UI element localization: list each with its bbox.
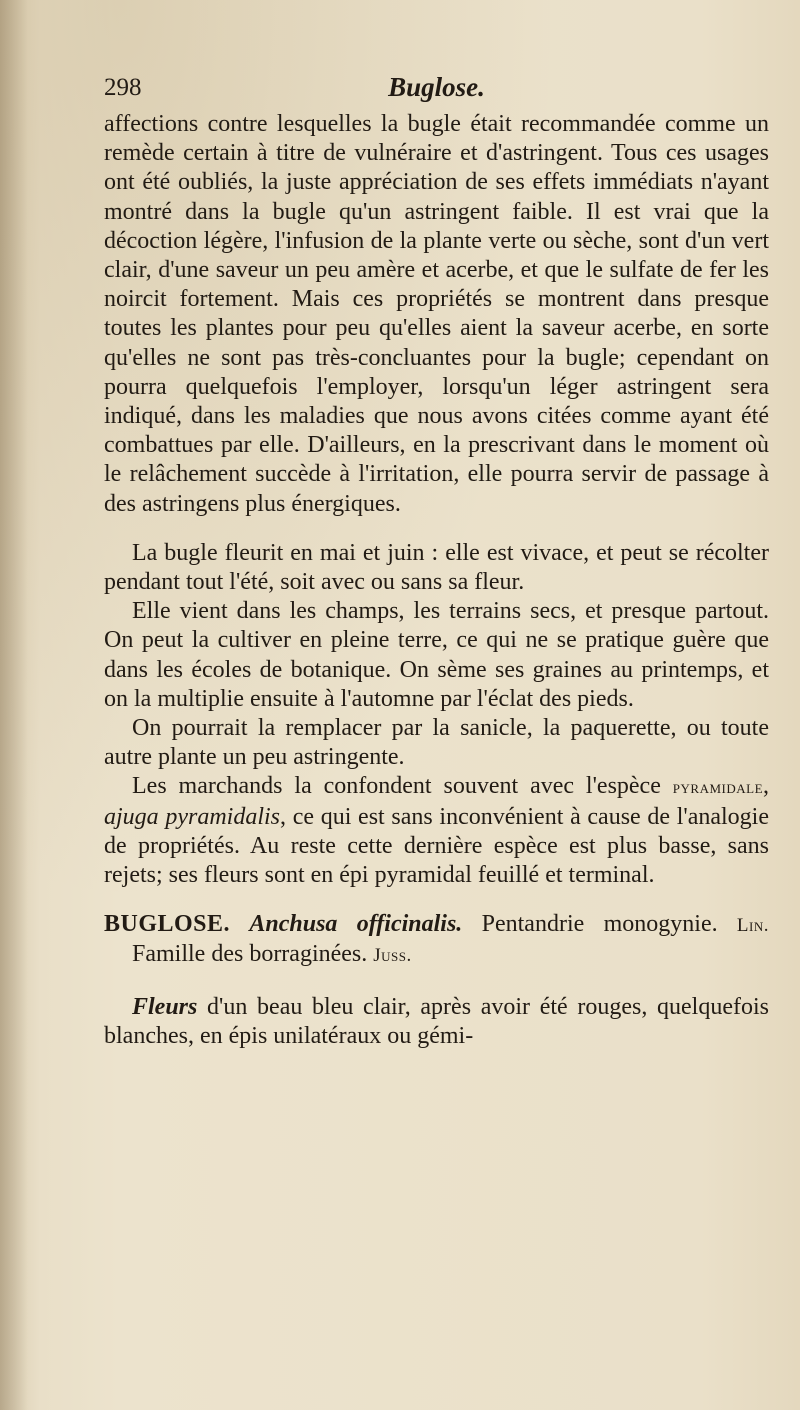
page-content (104, 70, 769, 1051)
species-latin-name: ajuga pyramidalis (104, 803, 281, 830)
running-head (104, 70, 769, 110)
species-smallcaps: pyramidale (672, 777, 764, 799)
entry-author-linnaeus: Lin. (736, 915, 769, 937)
paragraph-flowers (104, 993, 769, 1051)
entry-headword: BUGLOSE. (104, 911, 231, 938)
page-number: 298 (104, 74, 142, 101)
paragraph-continuation: affections contre lesquelles la bugle était recommandée comme un remède certain à titre de vulnéraire et d'astringent. Tous ces usages ont été oubliés, la juste appréciation de ses effets immédiats n'ayant montré dans la bugle qu'un astringent faible. Il est vrai que la décoction légère, l'infusion de la plante verte ou sèche, sont d'un vert clair, d'une saveur un peu amère et acerbe, et que le sulfate de fer les noircit fortement. Mais ces propriétés se montrent dans presque toutes les plantes pour peu qu'elles aient la saveur acerbe, en sorte qu'elles ne sont pas très-concluantes pour la bugle; cependant on pourra quelquefois l'employer, lorsqu'un léger astringent sera indiqué, dans les maladies que nous avons citées comme ayant été combattues par elle. D'ailleurs, en la prescrivant dans le moment où le relâchement succède à l'irritation, elle pourra servir de passage à des astringens plus énergiques. (104, 111, 769, 517)
body-text (104, 110, 769, 1051)
confusion-text-start: Les marchands la confondent souvent avec l'espèce (132, 773, 661, 800)
paragraph-confusion (104, 772, 769, 890)
paragraph-flowering: La bugle fleurit en mai et juin : elle est vivace, et peut se récolter pendant tout l'été, soit avec ou sans sa fleur. (104, 539, 769, 596)
entry-author-jussieu: Juss. (373, 945, 412, 967)
confusion-text-end: , ce qui est sans inconvénient à cause de l'analogie de propriétés. Au reste cette dernière espèce est plus basse, sans rejets; ses fleurs sont en épi pyramidal feuillé et terminal. (104, 803, 770, 889)
entry-buglose (104, 910, 769, 970)
paragraph-substitutes: On pourrait la remplacer par la sanicle, la paquerette, ou toute autre plante un peu astringente. (104, 715, 769, 771)
confusion-comma: , (763, 773, 770, 800)
flowers-lead: Fleurs (132, 993, 198, 1020)
entry-latin-name: Anchusa officinalis. (249, 911, 463, 938)
binding-shadow (0, 0, 28, 1410)
flowers-text: d'un beau bleu clair, après avoir été rouges, quelquefois blanches, en épis unilatéraux ou gémi- (104, 993, 770, 1049)
entry-classification-linnaeus: Pentandrie monogynie. (481, 911, 718, 938)
entry-classification-jussieu: Famille des borraginées. (132, 941, 368, 968)
paragraph-habitat: Elle vient dans les champs, les terrains secs, et presque partout. On peut la cultiver en pleine terre, ce qui ne se pratique guère que dans les écoles de botanique. On sème ses graines au printemps, et on la multiplie ensuite à l'automne par l'éclat des pieds. (104, 598, 769, 712)
running-title: Buglose. (388, 72, 485, 102)
